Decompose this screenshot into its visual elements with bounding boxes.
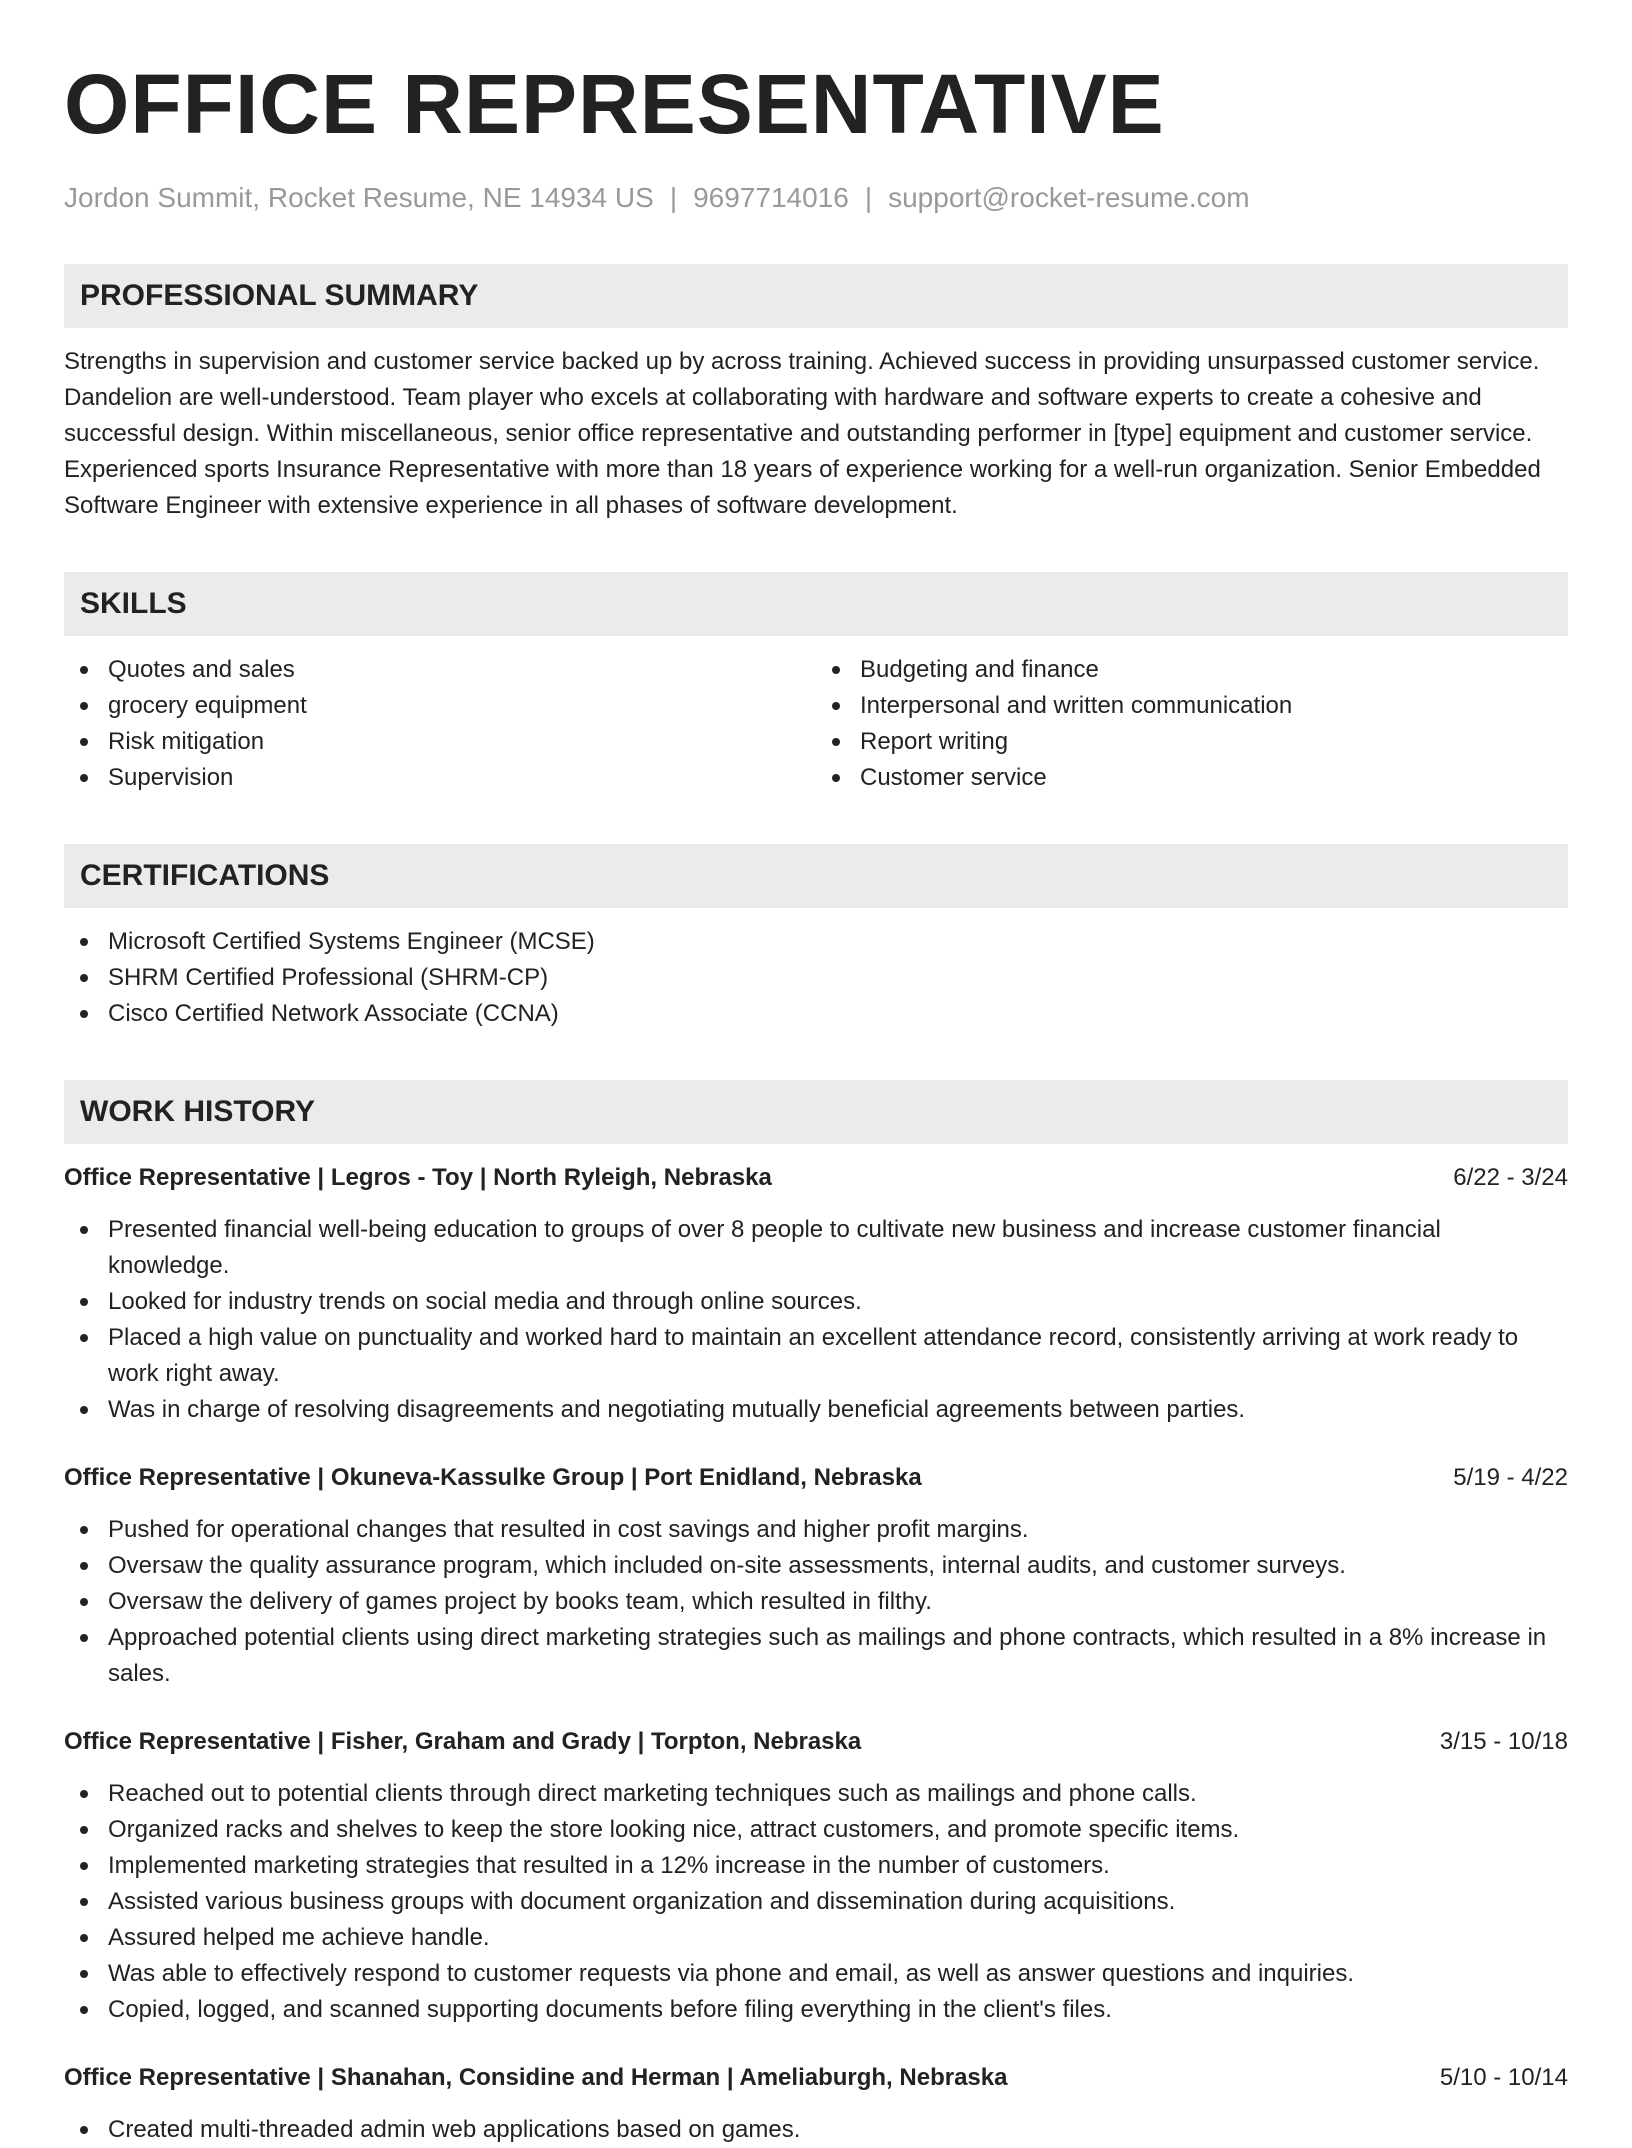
skills-left-list [64,652,816,796]
skill-item [816,688,1568,724]
job-entry [64,1160,1568,1428]
certification-item [64,960,1568,996]
bullet-icon [832,666,840,674]
contact-separator: | [669,182,678,213]
skill-item [64,760,816,796]
contact-separator: | [864,182,873,213]
bullet-icon [80,1790,88,1798]
bullet-icon [80,1598,88,1606]
resume-name: OFFICE REPRESENTATIVE [64,57,1165,151]
job-bullets [64,1212,1568,1428]
job-bullet-text: Looked for industry trends on social media and through online sources. [108,1288,862,1315]
summary-heading: PROFESSIONAL SUMMARY [64,264,1568,328]
job-bullet [64,1392,1568,1428]
job-bullet [64,1512,1568,1548]
certifications-heading: CERTIFICATIONS [64,844,1568,908]
job-bullet-text: Assisted various business groups with document organization and dissemination during acquisitions. [108,1888,1176,1915]
bullet-icon [80,1526,88,1534]
bullet-icon [80,1226,88,1234]
job-dates: 3/15 - 10/18 [1439,1728,1568,1755]
skill-item [64,724,816,760]
certification-label: SHRM Certified Professional (SHRM-CP) [108,964,549,991]
skill-label: grocery equipment [108,692,307,719]
bullet-icon [832,738,840,746]
certification-label: Microsoft Certified Systems Engineer (MCSE) [108,928,595,955]
job-dates: 5/10 - 10/14 [1439,2064,1568,2091]
bullet-icon [80,1898,88,1906]
job-bullet-text: Implemented marketing strategies that resulted in a 12% increase in the number of customers. [108,1852,1110,1879]
job-bullet-text: Was in charge of resolving disagreements and negotiating mutually beneficial agreements between parties. [108,1396,1246,1423]
job-dates: 6/22 - 3/24 [1453,1164,1568,1191]
job-bullet [64,1584,1568,1620]
job-title: Office Representative | Shanahan, Considine and Herman | Ameliaburgh, Nebraska [64,2064,1008,2091]
bullet-icon [80,1334,88,1342]
bullet-icon [80,2126,88,2134]
skill-item [64,652,816,688]
skills-left-column [64,636,816,796]
job-bullet [64,1548,1568,1584]
job-bullet [64,1956,1568,1992]
certification-item [64,996,1568,1032]
bullet-icon [832,702,840,710]
bullet-icon [80,702,88,710]
job-bullet [64,2112,1568,2148]
job-bullet-text: Organized racks and shelves to keep the store looking nice, attract customers, and promote specific items. [108,1816,1240,1843]
bullet-icon [80,1298,88,1306]
job-header [64,2060,1568,2096]
job-header [64,1460,1568,1496]
job-header [64,1160,1568,1196]
job-title: Office Representative | Okuneva-Kassulke Group | Port Enidland, Nebraska [64,1464,922,1491]
certification-item [64,924,1568,960]
certification-label: Cisco Certified Network Associate (CCNA) [108,1000,559,1027]
bullet-icon [80,738,88,746]
skills-columns [64,636,1568,796]
bullet-icon [80,974,88,982]
job-bullet-text: Oversaw the quality assurance program, which included on-site assessments, internal audits, and customer surveys. [108,1552,1346,1579]
contact-phone: 9697714016 [693,182,849,213]
bullet-icon [80,1634,88,1642]
job-title: Office Representative | Legros - Toy | North Ryleigh, Nebraska [64,1164,772,1191]
job-bullet [64,1620,1568,1692]
job-bullets [64,1776,1568,2028]
skill-item [816,724,1568,760]
bullet-icon [80,1406,88,1414]
job-bullet-text: Was able to effectively respond to customer requests via phone and email, as well as answer questions and inquiries. [108,1960,1355,1987]
job-bullet-text: Presented financial well-being education to groups of over 8 people to cultivate new business and increase customer financial knowledge. [108,1216,1441,1279]
job-bullets [64,1512,1568,1692]
job-dates: 5/19 - 4/22 [1453,1464,1568,1491]
job-bullet-text: Approached potential clients using direct marketing strategies such as mailings and phone contracts, which resulted in a 8% increase in sales. [108,1624,1547,1687]
job-bullet [64,1884,1568,1920]
job-bullet [64,1920,1568,1956]
job-bullet-text: Created multi-threaded admin web applications based on games. [108,2116,801,2143]
job-bullet [64,1284,1568,1320]
skills-right-column [816,636,1568,796]
job-bullets [64,2112,1568,2148]
job-bullet [64,1812,1568,1848]
bullet-icon [80,1826,88,1834]
skills-right-list [816,652,1568,796]
job-bullet [64,1776,1568,1812]
bullet-icon [80,666,88,674]
job-entry [64,1460,1568,1692]
job-bullet-text: Assured helped me achieve handle. [108,1924,490,1951]
job-bullet [64,1320,1568,1392]
bullet-icon [80,2006,88,2014]
skill-label: Customer service [860,764,1047,791]
bullet-icon [80,774,88,782]
bullet-icon [80,1862,88,1870]
skill-item [64,688,816,724]
skill-label: Budgeting and finance [860,656,1099,683]
skill-item [816,760,1568,796]
bullet-icon [80,1970,88,1978]
job-bullet-text: Copied, logged, and scanned supporting documents before filing everything in the client's files. [108,1996,1112,2023]
contact-email: support@rocket-resume.com [888,182,1250,213]
bullet-icon [80,1010,88,1018]
bullet-icon [832,774,840,782]
bullet-icon [80,1562,88,1570]
skill-item [816,652,1568,688]
work-history-heading: WORK HISTORY [64,1080,1568,1144]
job-bullet [64,1212,1568,1284]
job-bullet-text: Reached out to potential clients through direct marketing techniques such as mailings and phone calls. [108,1780,1197,1807]
job-bullet-text: Placed a high value on punctuality and worked hard to maintain an excellent attendance record, consistently arriving at work ready to work right away. [108,1324,1519,1387]
bullet-icon [80,1934,88,1942]
skill-label: Supervision [108,764,234,791]
job-bullet-text: Oversaw the delivery of games project by books team, which resulted in filthy. [108,1588,932,1615]
skill-label: Quotes and sales [108,656,295,683]
job-entry [64,1724,1568,2028]
skill-label: Report writing [860,728,1009,755]
skills-heading: SKILLS [64,572,1568,636]
certifications-list [64,924,1568,1032]
job-header [64,1724,1568,1760]
skill-label: Interpersonal and written communication [860,692,1293,719]
job-bullet [64,1992,1568,2028]
bullet-icon [80,938,88,946]
summary-text: Strengths in supervision and customer service backed up by across training. Achieved success in providing unsurpassed customer service. Dandelion are well-understood. Team player who excels at collaborating with hardware and software experts to create a cohesive and successful design. Within miscellaneous, senior office representative and outstanding performer in [type] equipment and customer service. Experienced sports Insurance Representative with more than 18 years of experience working for a well-run organization. Senior Embedded Software Engineer with extensive experience in all phases of software development. [64,348,1541,519]
contact-line [64,180,1568,216]
job-title: Office Representative | Fisher, Graham and Grady | Torpton, Nebraska [64,1728,862,1755]
contact-address: Jordon Summit, Rocket Resume, NE 14934 US [64,182,654,213]
skill-label: Risk mitigation [108,728,265,755]
job-entry [64,2060,1568,2148]
job-bullet [64,1848,1568,1884]
job-bullet-text: Pushed for operational changes that resulted in cost savings and higher profit margins. [108,1516,1029,1543]
